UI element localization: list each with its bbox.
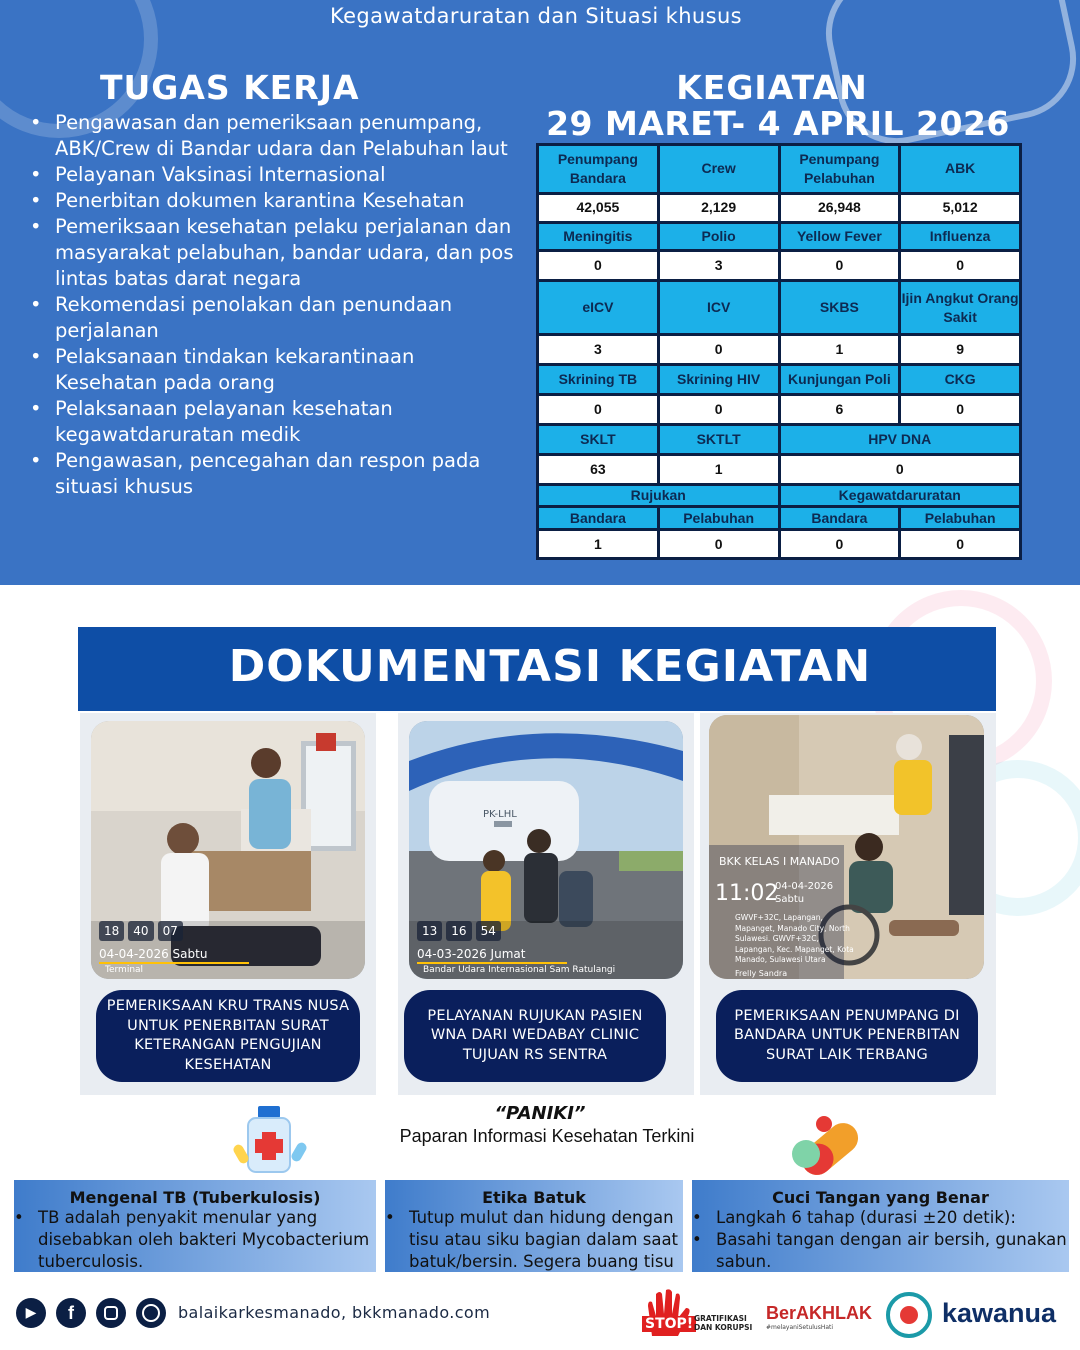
documentation-title: DOKUMENTASI KEGIATAN <box>228 641 872 692</box>
photo-referral <box>409 721 683 979</box>
tugas-kerja-heading: TUGAS KERJA <box>100 68 360 107</box>
stat-header: Polio <box>658 223 779 251</box>
timestamp-divider <box>99 962 249 964</box>
stat-value: 2,129 <box>658 193 779 223</box>
stat-value: 1 <box>538 530 659 559</box>
photo-day: Sabtu <box>775 894 805 905</box>
paniki-subtitle: Paparan Informasi Kesehatan Terkini <box>399 1126 695 1146</box>
photo-card <box>700 713 996 1095</box>
kawanua-logo <box>886 1292 1072 1342</box>
info-card-list <box>14 1207 376 1272</box>
stat-header: Skrining TB <box>538 364 659 394</box>
photo-date: 04-04-2026 Sabtu <box>99 947 208 961</box>
task-item: • Rekomendasi penolakan dan penundaan perjalanan <box>30 292 520 344</box>
stat-value: 1 <box>658 454 779 484</box>
stat-header: HPV DNA <box>779 424 1021 454</box>
stat-value: 0 <box>900 530 1021 559</box>
stat-value: 9 <box>900 334 1021 364</box>
stat-header: Bandara <box>779 507 900 530</box>
kegiatan-period: 29 MARET- 4 APRIL 2026 <box>546 104 1010 143</box>
photo-passenger-exam <box>709 715 984 979</box>
photo-date: 04-03-2026 Jumat <box>417 947 526 961</box>
stat-header: Influenza <box>900 223 1021 251</box>
info-card-title: Cuci Tangan yang Benar <box>772 1188 989 1207</box>
info-card-title: Etika Batuk <box>482 1188 586 1207</box>
stat-header: Skrining HIV <box>658 364 779 394</box>
stat-header: Pelabuhan <box>900 507 1021 530</box>
stat-value: 6 <box>779 394 900 424</box>
stat-header: Crew <box>658 145 779 194</box>
stat-value: 1 <box>779 334 900 364</box>
photo-crew-exam <box>91 721 365 979</box>
stat-header: SKTLT <box>658 424 779 454</box>
stat-value: 0 <box>779 530 900 559</box>
info-card-handwash <box>692 1180 1069 1272</box>
photo-caption: PEMERIKSAAN PENUMPANG DI BANDARA UNTUK PENERBITAN SURAT LAIK TERBANG <box>716 990 978 1082</box>
photo-org: BKK KELAS I MANADO <box>719 855 840 868</box>
youtube-icon[interactable]: ▶ <box>16 1298 46 1328</box>
stat-header: Penumpang Bandara <box>538 145 659 194</box>
photo-time: 11:02 <box>715 881 779 906</box>
stat-header: CKG <box>900 364 1021 394</box>
photo-location: GWVF+32C, Lapangan, Mapanget, Manado City, North Sulawesi. GWVF+32C, Lapangan, Kec. Mapanget, Kota Manado, Sulawesi Utara <box>735 913 854 964</box>
stat-header: Kegawatdaruratan <box>779 484 1021 507</box>
stop-subtext: GRATIFIKASI DAN KORUPSI <box>694 1314 753 1332</box>
stat-value: 0 <box>658 530 779 559</box>
stat-header: Yellow Fever <box>779 223 900 251</box>
clock-minute: 16 <box>446 921 471 941</box>
photo-card <box>398 713 694 1095</box>
photo-location: Terminal <box>105 965 144 975</box>
plane-registration: PK-LHL <box>483 809 517 820</box>
stat-value: 0 <box>658 334 779 364</box>
stat-header: Ijin Angkut Orang Sakit <box>900 281 1021 335</box>
task-item: • Pelaksanaan tindakan kekarantinaan Kesehatan pada orang <box>30 344 520 396</box>
stop-text: STOP! <box>642 1316 696 1332</box>
task-item: • Pengawasan, pencegahan dan respon pada situasi khusus <box>30 448 520 500</box>
kegiatan-heading: KEGIATAN <box>676 68 868 107</box>
berakhlak-logo <box>766 1303 876 1343</box>
task-item: • Penerbitan dokumen karantina Kesehatan <box>30 188 520 214</box>
stat-header: SKBS <box>779 281 900 335</box>
footer-links[interactable]: balaikarkesmanado, bkkmanado.com <box>178 1303 491 1322</box>
stat-header: ICV <box>658 281 779 335</box>
photo-caption: PELAYANAN RUJUKAN PASIEN WNA DARI WEDABAY CLINIC TUJUAN RS SENTRA <box>404 990 666 1082</box>
stat-header: Pelabuhan <box>658 507 779 530</box>
berakhlak-text: BerAKHLAK <box>766 1303 873 1323</box>
info-card-text: • Basahi tangan dengan air bersih, gunakan sabun. <box>692 1229 1069 1272</box>
stat-header: Penumpang Pelabuhan <box>779 145 900 194</box>
stat-value: 3 <box>658 251 779 281</box>
paniki-title: “PANIKI” <box>494 1103 586 1124</box>
kawanua-text: kawanua <box>942 1298 1057 1328</box>
stat-header: Bandara <box>538 507 659 530</box>
timestamp-divider <box>417 962 567 964</box>
photo-timestamp <box>99 921 183 941</box>
facebook-icon[interactable]: f <box>56 1298 86 1328</box>
website-globe-icon[interactable] <box>136 1298 166 1328</box>
stat-header: SKLT <box>538 424 659 454</box>
photo-caption: PEMERIKSAAN KRU TRANS NUSA UNTUK PENERBITAN SURAT KETERANGAN PENGUJIAN KESEHATAN <box>96 990 360 1082</box>
instagram-icon[interactable] <box>96 1298 126 1328</box>
clock-minute: 40 <box>128 921 153 941</box>
stat-value: 5,012 <box>900 193 1021 223</box>
stat-value: 63 <box>538 454 659 484</box>
stat-value: 26,948 <box>779 193 900 223</box>
stat-value: 0 <box>538 394 659 424</box>
task-item: • Pelayanan Vaksinasi Internasional <box>30 162 520 188</box>
info-card-tb <box>14 1180 376 1272</box>
stat-header: ABK <box>900 145 1021 194</box>
clock-second: 07 <box>158 921 183 941</box>
stop-gratifikasi-logo <box>642 1288 752 1338</box>
photo-date: 04-04-2026 <box>775 881 834 892</box>
info-card-list <box>385 1207 683 1272</box>
stat-value: 3 <box>538 334 659 364</box>
stat-header: Meningitis <box>538 223 659 251</box>
documentation-banner <box>78 627 996 711</box>
activity-stats-table <box>536 143 1022 560</box>
stat-value: 0 <box>658 394 779 424</box>
capsule-icon <box>784 1112 870 1188</box>
task-item: • Pemeriksaan kesehatan pelaku perjalanan dan masyarakat pelabuhan, bandar udara, dan pos lintas batas darat negara <box>30 214 520 292</box>
task-item: • Pengawasan dan pemeriksaan penumpang, ABK/Crew di Bandar udara dan Pelabuhan laut <box>30 110 520 162</box>
clock-second: 54 <box>476 921 501 941</box>
stat-value: 0 <box>538 251 659 281</box>
stat-value: 0 <box>779 454 1021 484</box>
photo-card <box>80 713 376 1095</box>
info-card-text: • Langkah 6 tahap (durasi ±20 detik): <box>692 1207 1069 1229</box>
page-subtitle: Kegawatdaruratan dan Situasi khusus <box>329 4 743 28</box>
info-card-cough <box>385 1180 683 1272</box>
stat-value: 0 <box>900 394 1021 424</box>
photo-timestamp <box>417 921 501 941</box>
stat-value: 42,055 <box>538 193 659 223</box>
info-card-text: • TB adalah penyakit menular yang disebabkan oleh bakteri Mycobacterium tuberculosis. <box>14 1207 376 1272</box>
clock-hour: 13 <box>417 921 442 941</box>
info-card-list <box>692 1207 1069 1272</box>
berakhlak-subtext: #melayaniSetulusHati <box>766 1324 834 1331</box>
kawanua-emblem-icon <box>886 1292 932 1338</box>
info-card-text: • Tutup mulut dan hidung dengan tisu atau siku bagian dalam saat batuk/bersin. Segera buang tisu <box>385 1207 683 1272</box>
stat-header: Kunjungan Poli <box>779 364 900 394</box>
stat-header: Rujukan <box>538 484 780 507</box>
clock-hour: 18 <box>99 921 124 941</box>
stat-value: 0 <box>900 251 1021 281</box>
info-card-title: Mengenal TB (Tuberkulosis) <box>69 1188 321 1207</box>
stat-header: eICV <box>538 281 659 335</box>
task-item: • Pelaksanaan pelayanan kesehatan kegawatdaruratan medik <box>30 396 520 448</box>
task-list <box>30 110 520 500</box>
photo-person: Frelly Sandra <box>735 969 788 978</box>
stat-value: 0 <box>779 251 900 281</box>
photo-location: Bandar Udara Internasional Sam Ratulangi <box>423 965 616 975</box>
